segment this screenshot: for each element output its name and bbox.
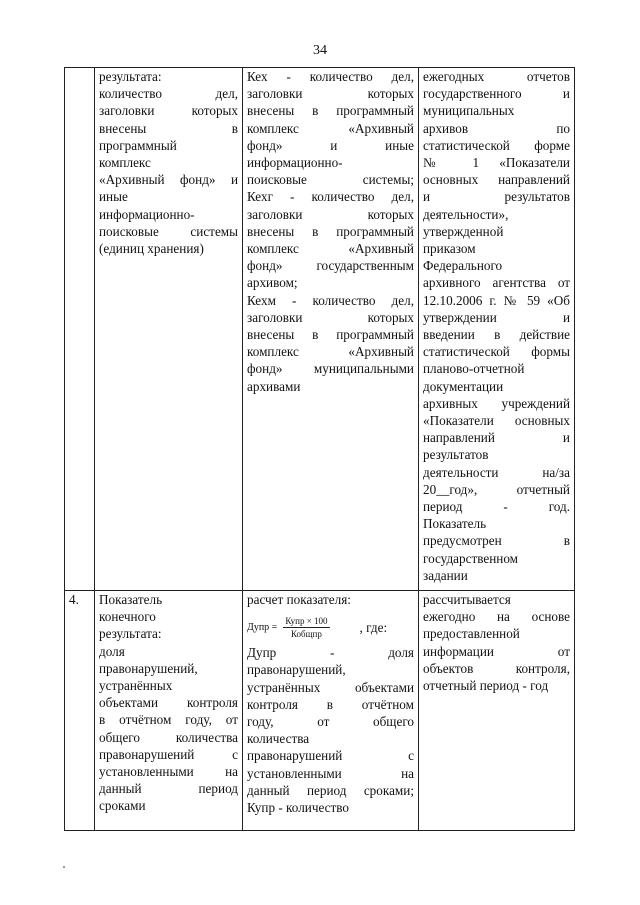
- formula: [247, 610, 414, 644]
- text-line: данный период: [99, 781, 238, 797]
- calculation-intro: расчет показателя:: [247, 592, 351, 607]
- text-line: объектов контроля,: [423, 660, 570, 676]
- text-line: планово-отчетной: [423, 361, 525, 377]
- text-line: конечного: [99, 609, 156, 625]
- text-line: фонд» муниципальными: [247, 361, 414, 377]
- formula-lhs: Дупр =: [247, 621, 278, 633]
- row-number-cell: 4.: [65, 591, 95, 831]
- text-line: рассчитывается: [423, 592, 511, 607]
- text-line: Кехм - количество дел,: [247, 292, 414, 308]
- text-line: № 1 «Показатели: [423, 155, 570, 171]
- text-line: году, от общего: [247, 714, 414, 730]
- text-line: деятельности на/за: [423, 464, 570, 480]
- source-cell: [419, 591, 575, 831]
- text-line: отчетный период - год: [423, 678, 549, 694]
- calculation-cell: [243, 591, 419, 831]
- text-line: приказом: [423, 241, 476, 257]
- calculation-text: [247, 644, 414, 816]
- text-line: ежегодно на основе: [423, 609, 570, 625]
- text-line: Показатель: [423, 516, 487, 532]
- text-line: 12.10.2006 г. № 59 «Об: [423, 292, 570, 308]
- text-line: задании: [423, 567, 468, 583]
- text-line: статистической форме: [423, 137, 570, 153]
- text-line: правонарушений с: [247, 748, 414, 764]
- scan-speck: [63, 866, 65, 868]
- formula-numerator: Купр × 100: [285, 615, 328, 626]
- text-line: основных направлений: [423, 172, 570, 188]
- formula-fraction: [283, 615, 329, 640]
- text-line: фонд» и иные: [247, 137, 414, 153]
- text-line: устранённых объектами: [247, 679, 414, 695]
- text-line: ежегодных отчетов: [423, 69, 570, 84]
- row-number-cell: [65, 68, 95, 591]
- calculation-cell: [243, 68, 419, 591]
- text-line: Показатель: [99, 592, 163, 607]
- text-line: в отчётном году, от: [99, 712, 238, 728]
- text-line: утвержденной: [423, 223, 504, 239]
- text-line: иные: [99, 189, 128, 205]
- text-line: результатов: [423, 447, 489, 463]
- text-line: поисковые системы: [99, 223, 238, 239]
- text-line: «Архивный фонд» и: [99, 172, 238, 188]
- text-line: объектами контроля: [99, 695, 238, 711]
- text-line: внесены в программный: [247, 223, 414, 239]
- source-cell: [419, 68, 575, 591]
- text-line: Кех - количество дел,: [247, 69, 414, 84]
- text-line: Дупр - доля: [247, 645, 414, 661]
- text-line: государственном: [423, 550, 519, 566]
- text-line: данный период сроками;: [247, 782, 414, 798]
- text-line: направлений и: [423, 430, 570, 446]
- text-line: комплекс: [99, 155, 151, 171]
- text-line: внесены в: [99, 120, 238, 136]
- text-line: 20__год», отчетный: [423, 481, 570, 497]
- text-line: внесены в программный: [247, 327, 414, 343]
- text-line: заголовки которых: [99, 103, 238, 119]
- text-line: сроками: [99, 798, 146, 814]
- text-line: устранённых: [99, 678, 173, 694]
- text-line: предоставленной: [423, 626, 520, 642]
- text-line: муниципальных: [423, 103, 515, 119]
- text-line: архивом;: [247, 275, 298, 291]
- text-line: и результатов: [423, 189, 570, 205]
- text-line: фонд» государственным: [247, 258, 414, 274]
- table-row: [65, 591, 575, 831]
- text-line: архивного агентства от: [423, 275, 570, 291]
- text-line: архивами: [247, 378, 301, 394]
- text-line: Кехг - количество дел,: [247, 189, 414, 205]
- text-line: заголовки которых: [247, 206, 414, 222]
- page-number: 34: [313, 43, 327, 58]
- text-line: правонарушений с: [99, 746, 238, 762]
- text-line: результата:: [99, 69, 162, 84]
- text-line: Купр - количество: [247, 800, 349, 816]
- text-line: установленными на: [99, 764, 238, 780]
- text-line: утверждении и: [423, 309, 570, 325]
- text-line: внесены в программный: [247, 103, 414, 119]
- text-line: информационно-: [99, 206, 195, 222]
- text-line: правонарушений,: [99, 660, 198, 676]
- text-line: заголовки которых: [247, 86, 414, 102]
- formula-tail: , где:: [359, 619, 388, 635]
- text-line: Федерального: [423, 258, 503, 274]
- text-line: комплекс «Архивный: [247, 241, 414, 257]
- text-line: количество дел,: [99, 86, 238, 102]
- text-line: результата:: [99, 626, 162, 642]
- indicator-name-cell: [95, 591, 243, 831]
- indicator-name-cell: [95, 68, 243, 591]
- text-line: введении в действие: [423, 327, 570, 343]
- formula-denominator: Кобщпр: [290, 628, 322, 639]
- text-line: государственного и: [423, 86, 570, 102]
- text-line: контроля в отчётном: [247, 696, 414, 712]
- text-line: правонарушений,: [247, 662, 346, 678]
- text-line: установленными на: [247, 765, 414, 781]
- table-row: [65, 68, 575, 591]
- text-line: доля: [99, 643, 125, 659]
- text-line: общего количества: [99, 729, 238, 745]
- text-line: период - год.: [423, 499, 570, 515]
- text-line: комплекс «Архивный: [247, 120, 414, 136]
- text-line: «Показатели основных: [423, 413, 570, 429]
- text-line: комплекс «Архивный: [247, 344, 414, 360]
- text-line: деятельности»,: [423, 206, 509, 222]
- text-line: архивов по: [423, 120, 570, 136]
- text-line: информации от: [423, 643, 570, 659]
- text-line: (единиц хранения): [99, 241, 204, 257]
- text-line: архивных учреждений: [423, 395, 570, 411]
- text-line: документации: [423, 378, 504, 394]
- text-line: статистической формы: [423, 344, 570, 360]
- indicator-table: [64, 67, 575, 831]
- text-line: поисковые системы;: [247, 172, 414, 188]
- text-line: заголовки которых: [247, 309, 414, 325]
- text-line: информационно-: [247, 155, 343, 171]
- text-line: программный: [99, 137, 177, 153]
- text-line: предусмотрен в: [423, 533, 570, 549]
- text-line: количества: [247, 731, 310, 747]
